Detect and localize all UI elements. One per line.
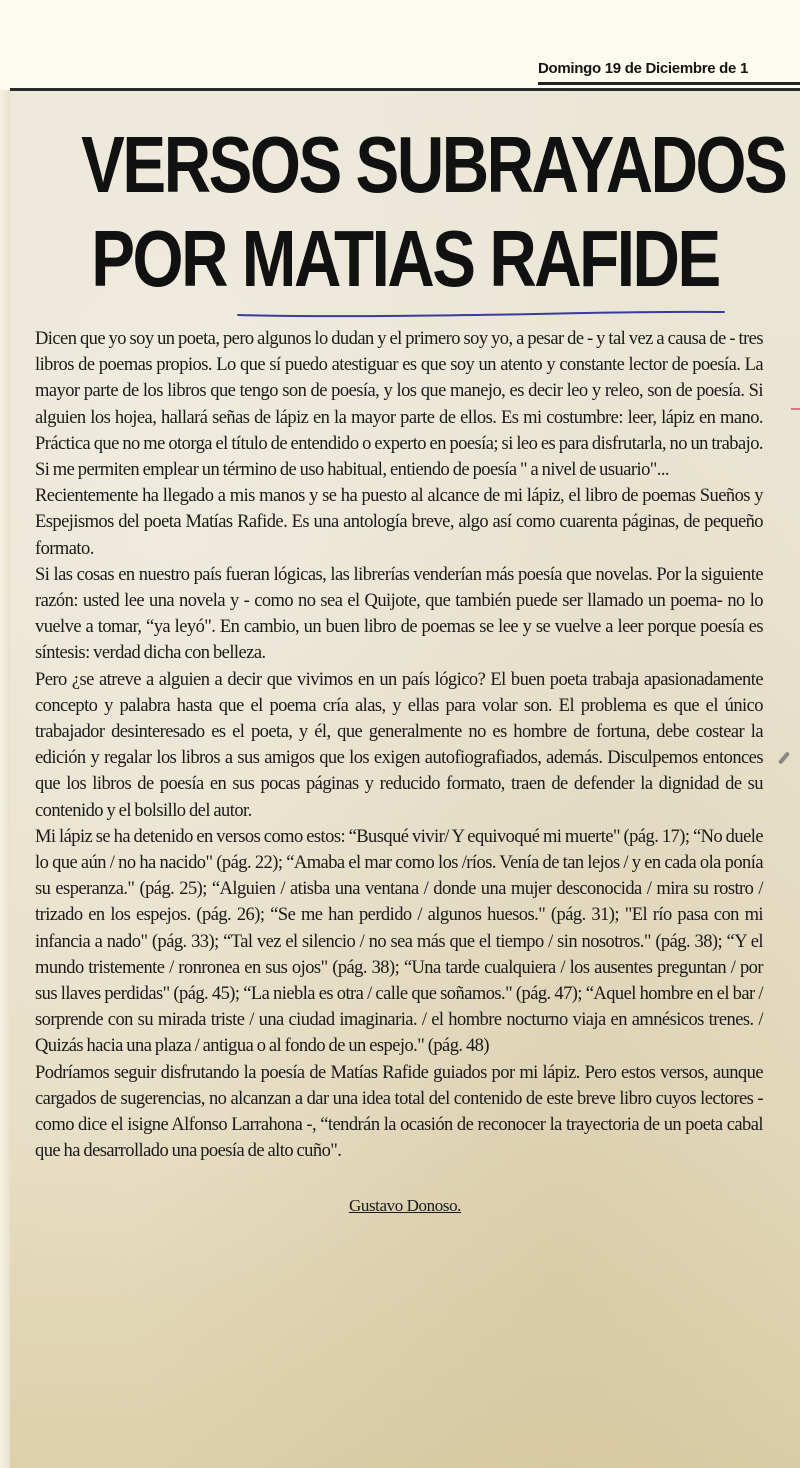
masthead-strip: [0, 0, 800, 88]
newspaper-clipping: [10, 88, 800, 1468]
paragraph-poet: Pero ¿se atreve a alguien a decir que vivimos en un país lógico? El buen poeta trabaja apasionadamente concepto y palabra hasta que el poema cría alas, y ellas para volar son. El problema es que el único trabajador desinteresado es el poeta, y él, que generalmente no es hombre de fortuna, debe costear la edición y regalar los libros a sus amigos que los exigen autofiografiados, además. Disculpemos entonces que los libros de poesía en sus pocas páginas y reducido formato, traen de defender la dignidad de su contenido y el bolsillo del autor.: [35, 669, 763, 821]
paragraph-verses: Mi lápiz se ha detenido en versos como estos: “Busqué vivir/ Y equivoqué mi muerte" (pág. 17); “No duele lo que aún / no ha nacido" (pág. 22); “Amaba el mar como los /ríos. Venía de tan lejos / y en cada ola ponía su esperanza." (pág. 25); “Alguien / atisba una ventana / donde una mujer desconocida / mira su rostro / trizado en los espejos. (pág. 26); “Se me han perdido / algunos huesos." (pág. 31); "El río pasa con mi infancia a nado" (pág. 33); “Tal vez el silencio / no sea más que el tiempo / sin nosotros." (pág. 38); “Y el mundo tristemente / ronronea en sus ojos" (pág. 38); “Una tarde cualquiera / los ausentes preguntan / por sus llaves perdidas" (pág. 45); “La niebla es otra / calle que soñamos." (pág. 47); “Aquel hombre en el bar / sorprende con su mirada triste / una ciudad imaginaria. / el hombre nocturno viaja en amnésicos trenes. / Quizás hacia una plaza / antigua o al fondo de un espejo." (pág. 48): [35, 826, 763, 1057]
headline-line-2: POR MATIAS RAFIDE: [91, 214, 719, 303]
byline: Gustavo Donoso.: [348, 1195, 462, 1215]
pencil-tick-mark: [778, 751, 790, 764]
margin-pen-mark: [791, 408, 800, 410]
article-body: [35, 326, 763, 1165]
headline-line-1: VERSOS SUBRAYADOS: [81, 120, 786, 209]
dateline-rule: [538, 82, 800, 85]
clipping-edge: [0, 90, 10, 1468]
paragraph-book: Recientemente ha llegado a mis manos y se ha puesto al alcance de mi lápiz, el libro de poemas Sueños y Espejismos del poeta Matías Rafide. Es una antología breve, algo así como cuarenta páginas, de pequeño formato.: [35, 486, 763, 559]
paragraph-closing: Podríamos seguir disfrutando la poesía de Matías Rafide guiados por mi lápiz. Pero estos versos, aunque cargados de sugerencias, no alcanzan a dar una idea total del contenido de este breve libro cuyos lectores - como dice el isigne Alfonso Larrahona -, “tendrán la ocasión de reconocer la trayectoria de un poeta cabal que ha desarrollado una poesía de alto cuño".: [35, 1062, 763, 1162]
dateline: Domingo 19 de Diciembre de 1: [538, 60, 748, 77]
paragraph-logic: Si las cosas en nuestro país fueran lógicas, las librerías venderían más poesía que novelas. Por la siguiente razón: usted lee una novela y - como no sea el Quijote, que también puede ser llamado un poema- no lo vuelve a tomar, “ya leyó". En cambio, un buen libro de poemas se lee y se vuelve a leer porque poesía es síntesis: verdad dicha con belleza.: [35, 564, 763, 664]
paragraph-intro: Dicen que yo soy un poeta, pero algunos lo dudan y el primero soy yo, a pesar de - y tal vez a causa de - tres libros de poemas propios. Lo que sí puedo atestiguar es que soy un atento y constante lector de poesía. La mayor parte de los libros que tengo son de poesía, y los que manejo, es decir leo y releo, son de poesía. Si alguien los hojea, hallará señas de lápiz en la mayor parte de ellos. Es mi costumbre: leer, lápiz en mano. Práctica que no me otorga el título de entendido o experto en poesía; si leo es para disfrutarla, no un trabajo. Si me permiten emplear un término de uso habitual, entiendo de poesía " a nivel de usuario"...: [35, 329, 763, 481]
pen-underline-mark: [236, 306, 726, 322]
